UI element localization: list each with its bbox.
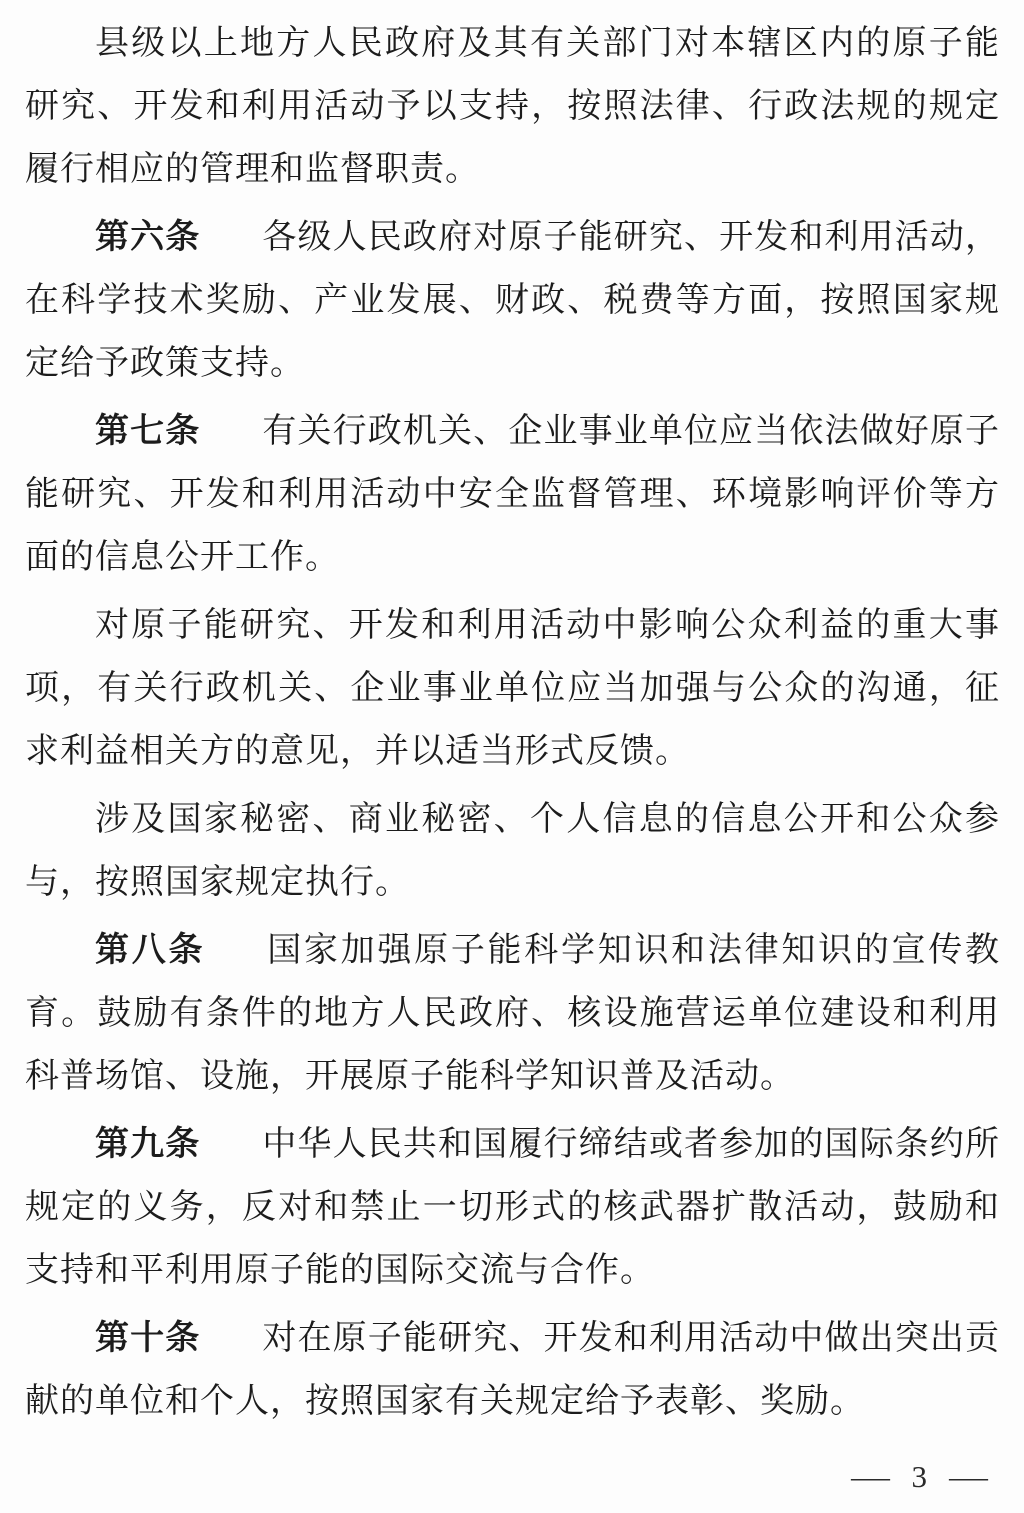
paragraph-text: 中华人民共和国履行缔结或者参加的国际条约所规定的义务，反对和禁止一切形式的核武器扩散活动，鼓励和支持和平利用原子能的国际交流与合作。 [25, 1126, 1001, 1289]
footer-dash-left: — [850, 1459, 890, 1494]
paragraph [25, 1307, 1000, 1433]
paragraph-text: 各级人民政府对原子能研究、开发和利用活动，在科学技术奖励、产业发展、财政、税费等方面，按照国家规定给予政策支持。 [25, 219, 1001, 382]
paragraph-text: 有关行政机关、企业事业单位应当依法做好原子能研究、开发和利用活动中安全监督管理、环境影响评价等方面的信息公开工作。 [25, 413, 1001, 576]
article-number: 第九条 [95, 1125, 201, 1163]
paragraph [25, 1113, 1000, 1302]
paragraph-text: 县级以上地方人民政府及其有关部门对本辖区内的原子能研究、开发和利用活动予以支持，按照法律、行政法规的规定履行相应的管理和监督职责。 [25, 25, 1000, 188]
paragraph-text: 涉及国家秘密、商业秘密、个人信息的信息公开和公众参与，按照国家规定执行。 [25, 801, 1000, 901]
document-body [25, 12, 1000, 1438]
paragraph [25, 594, 1000, 783]
article-number: 第七条 [95, 412, 201, 450]
article-number: 第十条 [95, 1319, 201, 1357]
paragraph [25, 788, 1000, 914]
page-footer [850, 1457, 988, 1497]
paragraph-text: 对原子能研究、开发和利用活动中影响公众利益的重大事项，有关行政机关、企业事业单位应当加强与公众的沟通，征求利益相关方的意见，并以适当形式反馈。 [25, 607, 1000, 770]
paragraph-text: 国家加强原子能科学知识和法律知识的宣传教育。鼓励有条件的地方人民政府、核设施营运单位建设和利用科普场馆、设施，开展原子能科学知识普及活动。 [25, 932, 1001, 1095]
paragraph-text: 对在原子能研究、开发和利用活动中做出突出贡献的单位和个人，按照国家有关规定给予表彰、奖励。 [25, 1320, 1001, 1420]
footer-dash-right: — [949, 1459, 988, 1494]
footer-page-number: 3 [911, 1459, 927, 1494]
article-number: 第六条 [95, 218, 201, 256]
article-number: 第八条 [95, 931, 206, 969]
paragraph [25, 919, 1000, 1108]
paragraph [25, 206, 1000, 395]
paragraph [25, 12, 1000, 201]
paragraph [25, 400, 1000, 589]
